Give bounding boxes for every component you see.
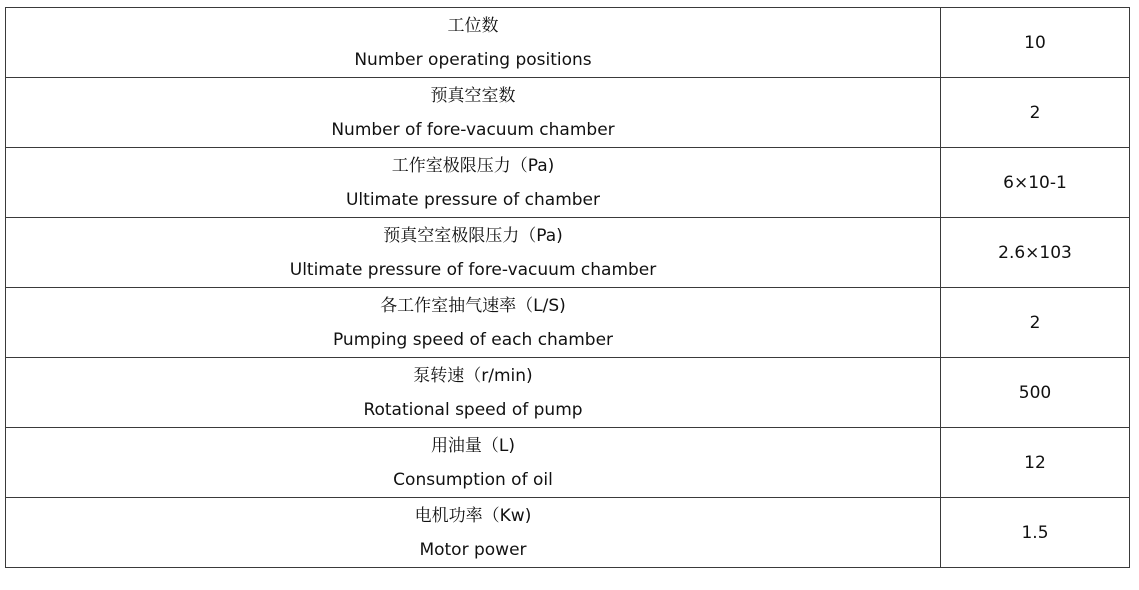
value-cell: 6×10-1: [941, 148, 1130, 218]
parameter-label-en: Ultimate pressure of chamber: [345, 189, 601, 210]
spec-table-body: [6, 8, 1130, 568]
spec-table: [5, 7, 1130, 568]
parameter-label-en: Motor power: [419, 539, 527, 560]
parameter-label-en: Ultimate pressure of fore-vacuum chamber: [289, 259, 657, 280]
table-row: [6, 288, 1130, 358]
parameter-label-cn: 预真空室数: [430, 85, 516, 106]
table-row: [6, 498, 1130, 568]
parameter-label-cn: 用油量（L): [430, 435, 516, 456]
parameter-label-en: Rotational speed of pump: [363, 399, 583, 420]
parameter-cell: [6, 498, 941, 568]
parameter-label-en: Number of fore-vacuum chamber: [331, 119, 615, 140]
table-row: [6, 358, 1130, 428]
parameter-label-cn: 泵转速（r/min): [413, 365, 533, 386]
parameter-cell: [6, 218, 941, 288]
value-cell: 12: [941, 428, 1130, 498]
value-cell: 500: [941, 358, 1130, 428]
value-cell: 10: [941, 8, 1130, 78]
value-cell: 2.6×103: [941, 218, 1130, 288]
table-row: [6, 8, 1130, 78]
parameter-label-cn: 工作室极限压力（Pa): [391, 155, 555, 176]
table-row: [6, 428, 1130, 498]
parameter-label-en: Consumption of oil: [393, 469, 553, 490]
parameter-cell: [6, 148, 941, 218]
parameter-label-cn: 工位数: [447, 15, 499, 36]
parameter-cell: [6, 8, 941, 78]
parameter-cell: [6, 428, 941, 498]
parameter-label-cn: 预真空室极限压力（Pa): [383, 225, 563, 246]
table-row: [6, 218, 1130, 288]
value-cell: 1.5: [941, 498, 1130, 568]
parameter-label-en: Pumping speed of each chamber: [332, 329, 614, 350]
table-row: [6, 148, 1130, 218]
parameter-cell: [6, 78, 941, 148]
parameter-cell: [6, 288, 941, 358]
parameter-label-en: Number operating positions: [354, 49, 592, 70]
value-cell: 2: [941, 288, 1130, 358]
parameter-label-cn: 各工作室抽气速率（L/S): [380, 295, 566, 316]
value-cell: 2: [941, 78, 1130, 148]
table-row: [6, 78, 1130, 148]
parameter-label-cn: 电机功率（Kw): [414, 505, 532, 526]
parameter-cell: [6, 358, 941, 428]
